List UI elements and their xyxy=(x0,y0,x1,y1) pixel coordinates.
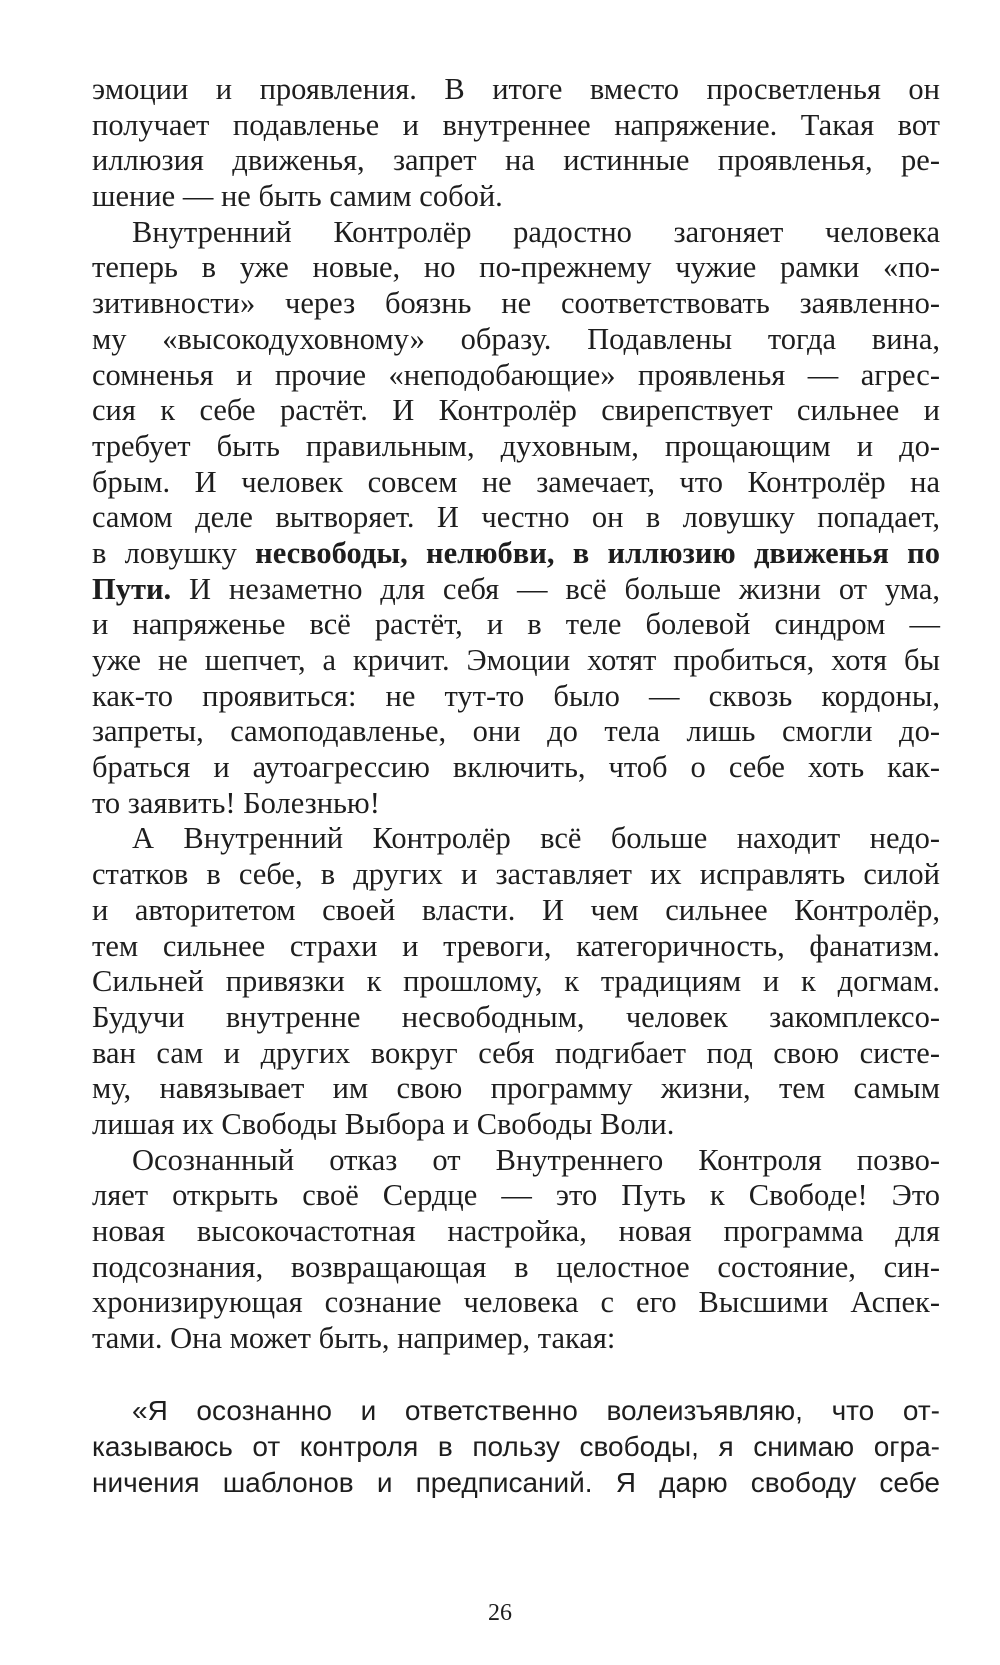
text-line: эмоции и проявления. В итоге вместо просветленья он xyxy=(92,72,940,106)
paragraph-gap xyxy=(92,1357,940,1393)
paragraph-4 xyxy=(92,1143,940,1357)
page-number: 26 xyxy=(488,1600,512,1626)
text-line: Внутренний Контролёр радостно загоняет человека xyxy=(132,214,940,249)
text-line: как-то проявиться: не тут-то было — сквозь кордоны, xyxy=(92,678,940,713)
quote-line: ничения шаблонов и предписаний. Я дарю свободу себе xyxy=(92,1466,940,1498)
text-line: хронизирующая сознание человека с его Высшими Аспек- xyxy=(92,1285,940,1320)
text-line: сия к себе растёт. И Контролёр свирепствует сильнее и xyxy=(92,393,940,428)
text-line: и авторитетом своей власти. И чем сильнее Контролёр, xyxy=(92,892,940,927)
text-line: Осознанный отказ от Внутреннего Контроля позво- xyxy=(132,1142,940,1177)
text-line: лишая их Свободы Выбора и Свободы Воли. xyxy=(92,1106,675,1141)
text-line: Сильней привязки к прошлому, к традициям и к догмам. xyxy=(92,964,940,999)
text-line: А Внутренний Контролёр всё больше находит недо- xyxy=(132,821,940,856)
text-line: зитивности» через боязнь не соответствовать заявленно- xyxy=(92,286,940,321)
text-line: подсознания, возвращающая в целостное состояние, син- xyxy=(92,1249,940,1284)
text-line: иллюзия движенья, запрет на истинные проявленья, ре- xyxy=(92,143,940,178)
quote-line: казываюсь от контроля в пользу свободы, я снимаю огра- xyxy=(92,1430,940,1462)
text-fragment: И незаметно для себя — всё больше жизни от ума, xyxy=(171,571,940,606)
text-line: новая высокочастотная настройка, новая программа для xyxy=(92,1214,940,1248)
text-line: требует быть правильным, духовным, прощающим и до- xyxy=(92,428,940,463)
text-line-mixed xyxy=(92,572,940,608)
text-fragment: в ловушку xyxy=(92,535,256,570)
bold-text: Пути. xyxy=(92,571,172,606)
affirmation-quote xyxy=(92,1393,940,1501)
text-line: и напряженье всё растёт, и в теле болевой синдром — xyxy=(92,607,940,642)
text-line: теперь в уже новые, но по-прежнему чужие рамки «по- xyxy=(92,250,940,285)
text-line-mixed xyxy=(92,536,940,572)
text-line: му, навязывает им свою программу жизни, тем самым xyxy=(92,1071,940,1106)
text-line: запреты, самоподавленье, они до тела лишь смогли до- xyxy=(92,714,940,749)
text-line: ван сам и других вокруг себя подгибает под свою систе- xyxy=(92,1035,940,1070)
text-line: тем сильнее страхи и тревоги, категоричность, фанатизм. xyxy=(92,928,940,963)
bold-text: несвободы, нелюбви, в иллюзию движенья по xyxy=(255,535,940,570)
text-line: брым. И человек совсем не замечает, что Контролёр на xyxy=(92,464,940,499)
paragraph-3 xyxy=(92,821,940,1142)
text-line: му «высокодуховному» образу. Подавлены тогда вина, xyxy=(92,321,940,356)
paragraph-1 xyxy=(92,72,940,215)
text-line: уже не шепчет, а кричит. Эмоции хотят пробиться, хотя бы xyxy=(92,643,940,677)
text-line: статков в себе, в других и заставляет их исправлять силой xyxy=(92,857,940,892)
text-line: тами. Она может быть, например, такая: xyxy=(92,1321,616,1356)
text-line: сомненья и прочие «неподобающие» проявленья — агрес- xyxy=(92,357,940,392)
quote-line: «Я осознанно и ответственно волеизъявляю, что от- xyxy=(132,1394,940,1426)
text-line: получает подавленье и внутреннее напряжение. Такая вот xyxy=(92,107,940,142)
paragraph-2 xyxy=(92,215,940,822)
text-line: браться и аутоагрессию включить, чтоб о себе хоть как- xyxy=(92,750,940,785)
text-line: то заявить! Болезнью! xyxy=(92,785,380,820)
text-line: ляет открыть своё Сердце — это Путь к Свободе! Это xyxy=(92,1178,940,1213)
text-line: Будучи внутренне несвободным, человек закомплексо- xyxy=(92,999,940,1034)
text-line: шение — не быть самим собой. xyxy=(92,179,503,214)
page-body xyxy=(92,72,940,1501)
text-line: самом деле вытворяет. И честно он в ловушку попадает, xyxy=(92,500,940,535)
